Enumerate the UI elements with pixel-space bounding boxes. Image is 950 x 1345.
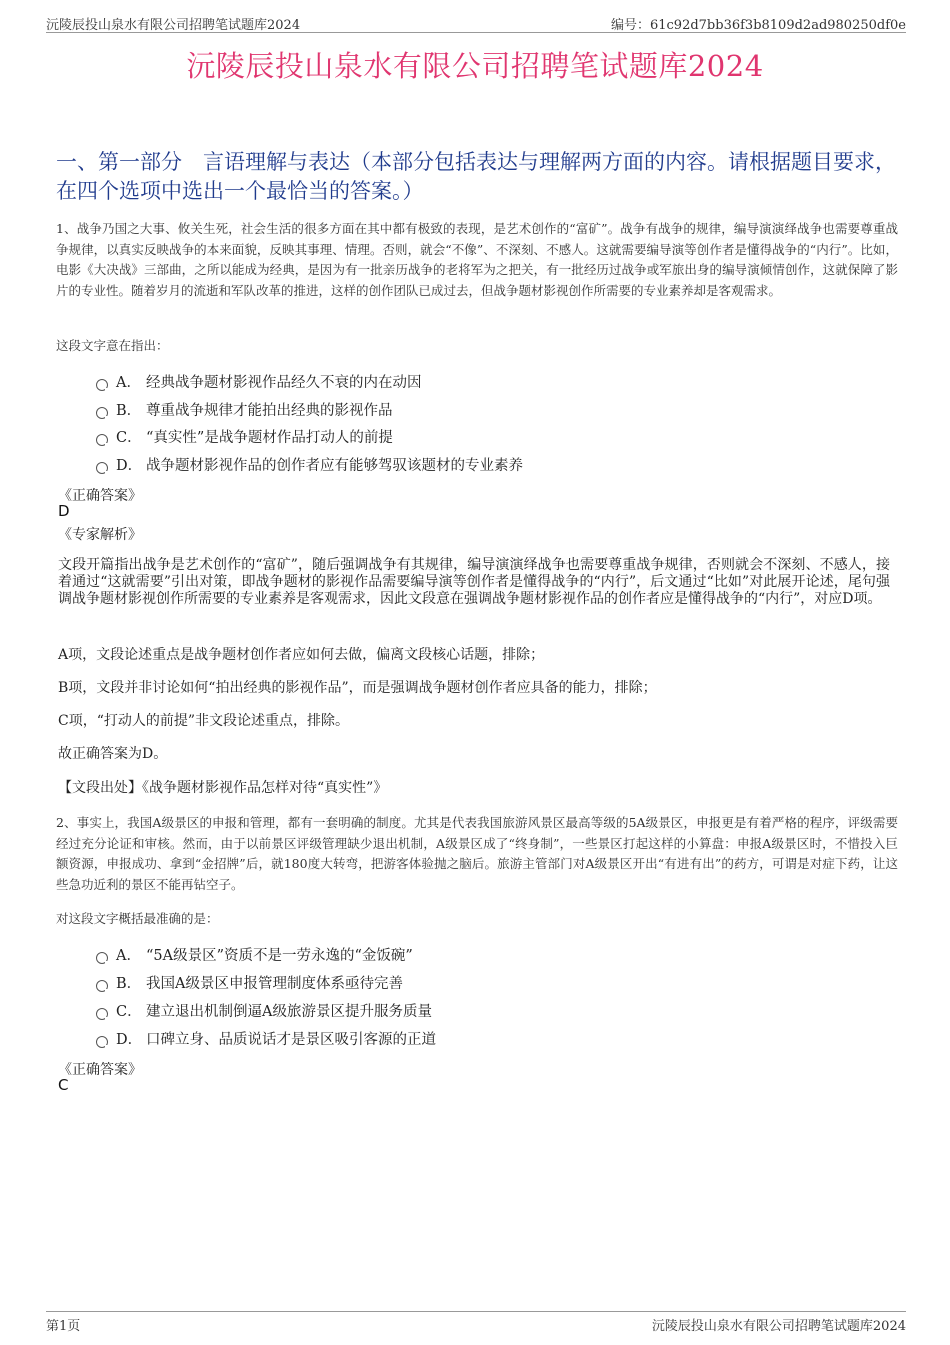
page-title: 沅陵辰投山泉水有限公司招聘笔试题库2024 [186,49,764,83]
radio-icon[interactable] [96,434,108,446]
q1-answer-label: 《正确答案》 [58,488,142,504]
radio-icon[interactable] [96,1036,108,1048]
q1-analysis-conclusion: 故正确答案为D。 [58,746,168,762]
q1-analysis-a: A项，文段论述重点是战争题材创作者应如何去做，偏离文段核心话题，排除； [58,647,545,663]
radio-icon[interactable] [96,379,108,391]
header-doc-id: 编号：61c92d7bb36f3b8109d2ad980250df0e [610,18,906,33]
q1-option-a[interactable]: A． 经典战争题材影视作品经久不衰的内在动因 [96,371,422,393]
q2-passage: 2、事实上，我国A级景区的申报和管理，都有一套明确的制度。尤其是代表我国旅游风景区最高等级的5A级景区，申报更是有着严格的程序，评级需要经过充分论证和审核。然而，由于以前景区评级管理缺少退出机制，A级景区成了“终身制”，一些景区打起这样的小算盘：申报A级景区时，不惜投入巨额资源，申报成功、拿到“金招牌”后，就180度大转弯，把游客体验抛之脑后。旅游主管部门对A级景区开出“有进有出”的药方，可谓是对症下药，让这些急功近利的景区不能再钻空子。 [56,815,898,892]
q2-option-d[interactable]: D． 口碑立身、品质说话才是景区吸引客源的正道 [96,1028,436,1050]
q1-option-c[interactable]: C． “真实性”是战争题材作品打动人的前提 [96,426,393,448]
q2-prompt: 对这段文字概括最准确的是： [56,911,219,926]
q2-option-a[interactable]: A． “5A级景区”资质不是一劳永逸的“金饭碗” [96,944,413,966]
radio-icon[interactable] [96,462,108,474]
q1-prompt: 这段文字意在指出： [56,338,169,353]
q1-option-b[interactable]: B． 尊重战争规律才能拍出经典的影视作品 [96,399,393,421]
q2-option-b[interactable]: B． 我国A级景区申报管理制度体系亟待完善 [96,972,403,994]
footer-doc-title: 沅陵辰投山泉水有限公司招聘笔试题库2024 [651,1319,906,1334]
q1-analysis-source: 【文段出处】《战争题材影视作品怎样对待“真实性”》 [58,780,388,796]
header-doc-title: 沅陵辰投山泉水有限公司招聘笔试题库2024 [46,18,301,33]
q1-analysis-c: C项，“打动人的前提”非文段论述重点，排除。 [58,713,350,729]
q1-analysis-main: 文段开篇指出战争是艺术创作的“富矿”，随后强调战争有其规律，编导演演绎战争也需要尊重战争规律，否则就会不深刻、不感人，接着通过“这就需要”引出对策，即战争题材的影视作品需要编导演等创作者是懂得战争的“内行”，后文通过“比如”对此展开论述，尾句强调战争题材影视创作所需要的专业素养是客观需求，因此文段意在强调战争题材影视作品的创作者应是懂得战争的“内行”，对应D项。 [58,557,890,607]
q1-option-d[interactable]: D． 战争题材影视作品的创作者应有能够驾驭该题材的专业素养 [96,454,523,476]
radio-icon[interactable] [96,980,108,992]
q2-option-c[interactable]: C． 建立退出机制倒逼A级旅游景区提升服务质量 [96,1000,432,1022]
q1-passage: 1、战争乃国之大事、攸关生死，社会生活的很多方面在其中都有极致的表现，是艺术创作的“富矿”。战争有战争的规律，编导演演绎战争也需要尊重战争规律，以真实反映战争的本来面貌，反映其事理、情理。否则，就会“不像”、不深刻、不感人。这就需要编导演等创作者是懂得战争的“内行”。比如，电影《大决战》三部曲，之所以能成为经典，是因为有一批亲历战争的老将军为之把关，有一批经历过战争或军旅出身的编导演倾情创作，这就保障了影片的专业性。随着岁月的流逝和军队改革的推进，这样的创作团队已成过去，但战争题材影视创作所需要的专业素养却是客观需求。 [56,221,898,298]
radio-icon[interactable] [96,407,108,419]
q2-answer: C [58,1076,69,1094]
section-title: 一、第一部分 言语理解与表达（本部分包括表达与理解两方面的内容。请根据题目要求，在四个选项中选出一个最恰当的答案。） [56,150,896,203]
q1-answer: D [58,502,70,520]
radio-icon[interactable] [96,1008,108,1020]
q1-analysis-label: 《专家解析》 [58,527,142,543]
q2-answer-label: 《正确答案》 [58,1062,142,1078]
radio-icon[interactable] [96,952,108,964]
q1-analysis-b: B项，文段并非讨论如何“拍出经典的影视作品”，而是强调战争题材创作者应具备的能力，排除； [58,680,657,696]
footer-page-number: 第1页 [46,1319,81,1334]
page-footer [46,1311,906,1332]
page-header [46,14,906,33]
